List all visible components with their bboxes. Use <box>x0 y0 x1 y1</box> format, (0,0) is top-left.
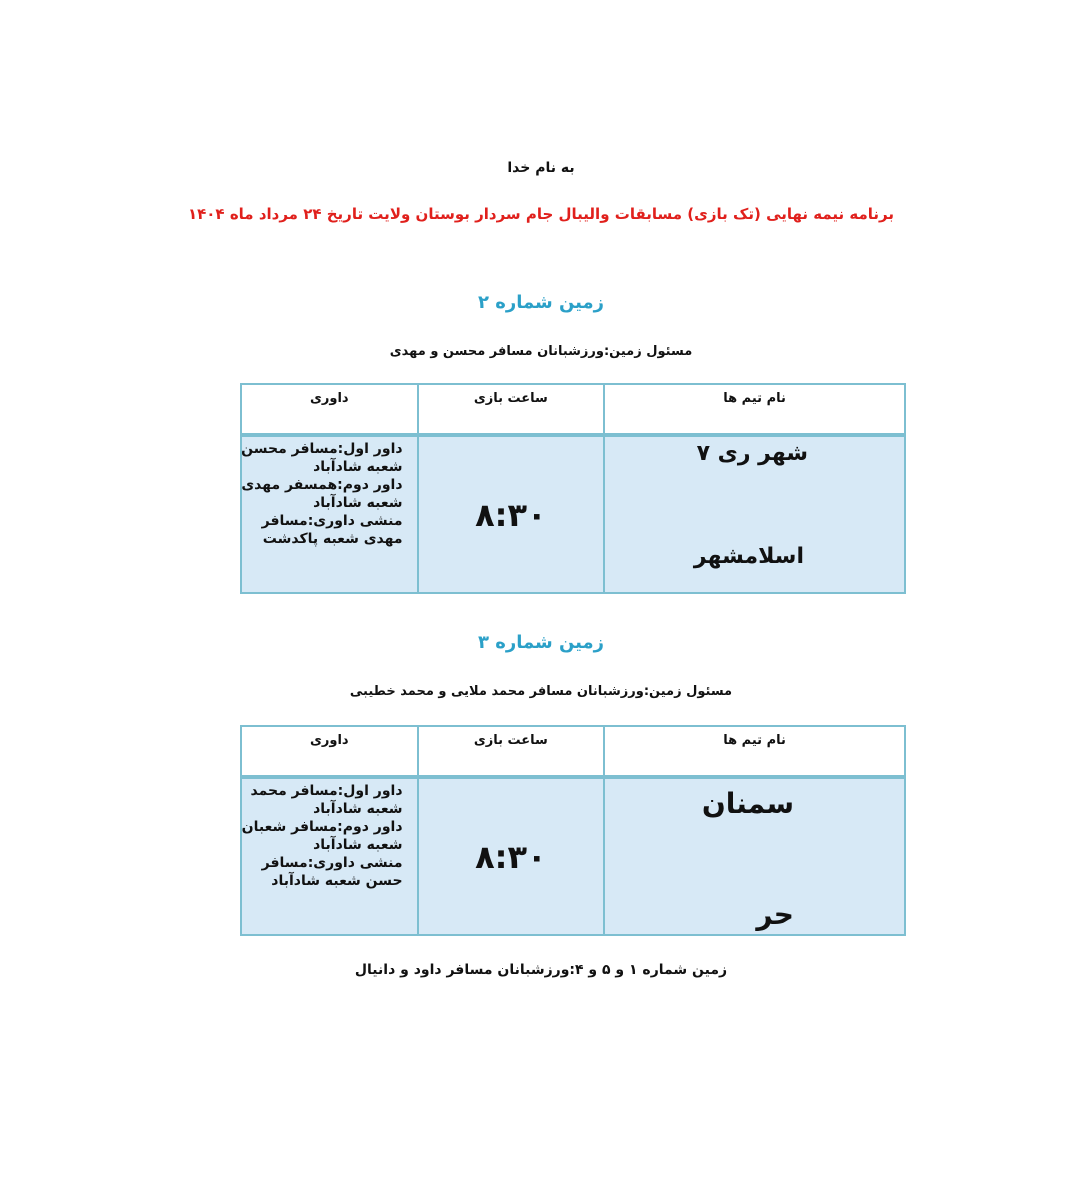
referees-column-header: داوری <box>241 726 418 777</box>
referee-line: مهدی شعبه پاکدشت <box>262 531 403 547</box>
teams-column-header: نام تیم ها <box>604 726 905 777</box>
field-3-manager: مسئول زمین:ورزشبانان مسافر محمد ملایی و محمد خطیبی <box>349 684 733 699</box>
referee-line: منشی داوری:مسافر <box>261 855 403 871</box>
team-2-name: اسلامشهر <box>693 543 804 569</box>
time-column-header: ساعت بازی <box>418 384 605 435</box>
footer-note: زمین شماره ۱ و ۵ و ۴:ورزشبانان مسافر داود و دانیال <box>354 962 728 978</box>
referee-line: شعبه شادآباد <box>313 837 403 853</box>
document-title: برنامه نیمه نهایی (تک بازی) مسابقات والیبال جام سردار بوستان ولایت تاریخ ۲۴ مرداد ماه ۱۴۰۴ <box>187 205 895 223</box>
referee-line: داور دوم:مسافر شعبان <box>241 819 403 835</box>
table-row <box>241 435 905 593</box>
table-row <box>241 777 905 935</box>
teams-cell <box>604 435 905 593</box>
referee-line: داور اول:مسافر محمد <box>250 783 403 799</box>
referees-cell <box>241 435 418 593</box>
teams-column-header: نام تیم ها <box>604 384 905 435</box>
referees-column-header: داوری <box>241 384 418 435</box>
table-header-row <box>241 384 905 435</box>
match-time: ۸:۳۰ <box>418 777 605 935</box>
referee-line: حسن شعبه شادآباد <box>271 873 403 889</box>
document-header: به نام خدا <box>507 160 575 176</box>
time-column-header: ساعت بازی <box>418 726 605 777</box>
field-3-title: زمین شماره ۳ <box>477 632 605 653</box>
team-1-name: سمنان <box>701 786 794 820</box>
field-2-title: زمین شماره ۲ <box>477 292 605 313</box>
referee-line: شعبه شادآباد <box>313 459 403 475</box>
field-2-manager: مسئول زمین:ورزشبانان مسافر محسن و مهدی <box>389 344 693 359</box>
field-3-schedule-table <box>240 725 906 936</box>
referee-line: داور اول:مسافر محسن <box>241 441 403 457</box>
team-1-name: شهر ری ۷ <box>696 440 808 466</box>
field-2-schedule-table <box>240 383 906 594</box>
referees-cell <box>241 777 418 935</box>
team-2-name: حر <box>756 897 794 931</box>
referee-line: منشی داوری:مسافر <box>261 513 403 529</box>
referee-line: شعبه شادآباد <box>313 495 403 511</box>
table-header-row <box>241 726 905 777</box>
teams-cell <box>604 777 905 935</box>
match-time: ۸:۳۰ <box>418 435 605 593</box>
referee-line: داور دوم:همسفر مهدی <box>241 477 403 493</box>
referee-line: شعبه شادآباد <box>313 801 403 817</box>
